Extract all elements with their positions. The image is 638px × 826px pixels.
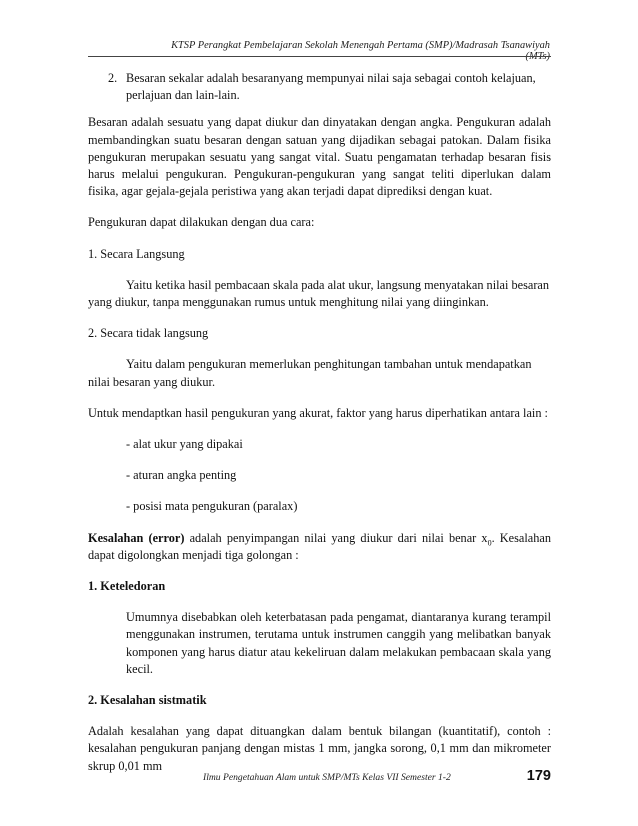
term-kesalahan: Kesalahan (error) [88,530,185,545]
kesalahan-text: adalah penyimpangan nilai yang diukur dari nilai benar x [184,530,488,545]
paragraph-dua-cara: Pengukuran dapat dilakukan dengan dua cara: [88,215,315,230]
paragraph-pengukuran: Besaran adalah sesuatu yang dapat diukur dan dinyatakan dengan angka. Pengukuran adalah membandingkan suatu besaran dengan satuan yang dijadikan sebagai patokan. Dalam fisika pengukuran merupakan sesuatu yang sangat vital. Suatu pengamatan terhadap besaran fisis harus melalui pengukuran. Pengukuran-pengukuran yang sangat teliti diperlukan dalam fisika, agar gejala-gejala peristiwa yang akan terjadi dapat diprediksi dengan kuat. [88,115,551,199]
list-item-2 [88,70,551,104]
running-header: KTSP Perangkat Pembelajaran Sekolah Menengah Pertama (SMP)/Madrasah Tsanawiyah (MTs) [171,40,550,62]
heading-secara-langsung: 1. Secara Langsung [88,246,185,261]
paragraph-kesalahan-sistmatik: Adalah kesalahan yang dapat dituangkan dalam bentuk bilangan (kuantitatif), contoh : kesalahan pengukuran panjang dengan mistas 1 mm, jangka sorong, 0,1 mm dan mikrometer skrup 0,01 mm [88,724,551,773]
paragraph-faktor: Untuk mendaptkan hasil pengukuran yang akurat, faktor yang harus diperhatikan antara lain : [88,405,548,420]
heading-secara-tidak-langsung: 2. Secara tidak langsung [88,326,209,341]
factor-item: - alat ukur yang dipakai [126,437,243,452]
paragraph-secara-langsung: Yaitu ketika hasil pembacaan skala pada alat ukur, langsung menyatakan nilai besaran yang diukur, tanpa menggunakan rumus untuk menghitung nilai yang diinginkan. [88,277,550,310]
header-rule [88,56,551,57]
page-number: 179 [526,768,551,784]
list-item-number: 2. [108,71,118,85]
paragraph-keteledoran: Umumnya disebabkan oleh keterbatasan pada pengamat, diantaranya kurang terampil menggunakan instrumen, terutama untuk instrumen canggih yang melibatkan banyak komponen yang harus diatur atau kekeliruan dalam melakukan pembacaan skala yang kecil. [126,610,551,676]
heading-keteledoran: 1. Keteledoran [88,579,166,594]
list-item-text: Besaran sekalar adalah besaranyang mempunyai nilai saja sebagai contoh kelajuan, perlajuan dan lain-lain. [126,71,536,103]
page-content [88,70,551,789]
factor-item: - posisi mata pengukuran (paralax) [126,499,298,514]
paragraph-kesalahan [88,530,551,564]
footer-book-title: Ilmu Pengetahuan Alam untuk SMP/MTs Kelas VII Semester 1-2 [203,772,451,783]
paragraph-secara-tidak-langsung: Yaitu dalam pengukuran memerlukan penghitungan tambahan untuk mendapatkan nilai besaran yang diukur. [88,357,532,389]
factor-item: - aturan angka penting [126,468,237,483]
heading-kesalahan-sistmatik: 2. Kesalahan sistmatik [88,693,207,708]
kesalahan-text-end: . Kesalahan dapat digolongkan menjadi tiga golongan : [88,530,551,562]
subscript-zero: 0 [487,538,492,548]
page-footer [88,768,551,788]
